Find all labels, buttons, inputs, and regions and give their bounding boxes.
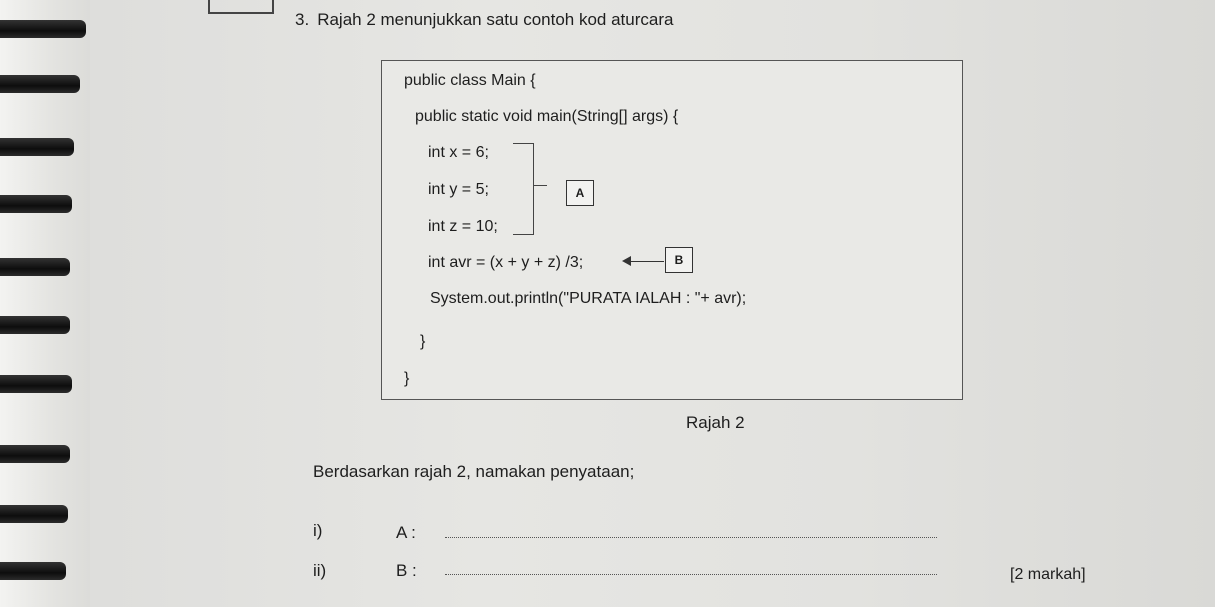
binding-ring	[0, 195, 72, 213]
item-label: B :	[396, 561, 417, 580]
code-line: public static void main(String[] args) {	[415, 108, 679, 125]
answer-line	[445, 537, 937, 538]
item-number: ii)	[313, 561, 327, 580]
question-number: 3.	[295, 10, 310, 29]
label-a-box: A	[566, 180, 594, 206]
binding-ring	[0, 75, 80, 93]
code-line: public class Main {	[404, 72, 536, 89]
code-line: int y = 5;	[428, 181, 489, 198]
page-tab-mark	[208, 0, 274, 14]
code-line: int avr = (x + y + z) /3;	[428, 254, 584, 271]
code-line: int z = 10;	[428, 218, 498, 235]
question-text: Rajah 2 menunjukkan satu contoh kod aturcara	[317, 10, 674, 29]
binding-ring	[0, 20, 86, 38]
marks-allocation: [2 markah]	[1010, 566, 1086, 583]
question-heading	[295, 10, 673, 30]
binding-ring	[0, 138, 74, 156]
label-b-box: B	[665, 247, 693, 273]
arrow-b-line	[630, 261, 664, 262]
bracket-a-tick	[533, 185, 547, 186]
binding-ring	[0, 375, 72, 393]
bracket-a	[513, 143, 534, 235]
answer-line	[445, 574, 937, 575]
spiral-binding	[0, 0, 90, 607]
binding-ring	[0, 445, 70, 463]
code-line: }	[420, 333, 426, 350]
item-label: A :	[396, 523, 416, 542]
binding-ring	[0, 258, 70, 276]
figure-caption: Rajah 2	[686, 413, 745, 432]
binding-ring	[0, 316, 70, 334]
item-number: i)	[313, 521, 323, 540]
binding-ring	[0, 505, 68, 523]
code-line: int x = 6;	[428, 144, 489, 161]
binding-ring	[0, 562, 66, 580]
code-line: }	[404, 370, 410, 387]
instruction-text: Berdasarkan rajah 2, namakan penyataan;	[313, 462, 635, 481]
code-line: System.out.println("PURATA IALAH : "+ avr);	[430, 290, 747, 307]
